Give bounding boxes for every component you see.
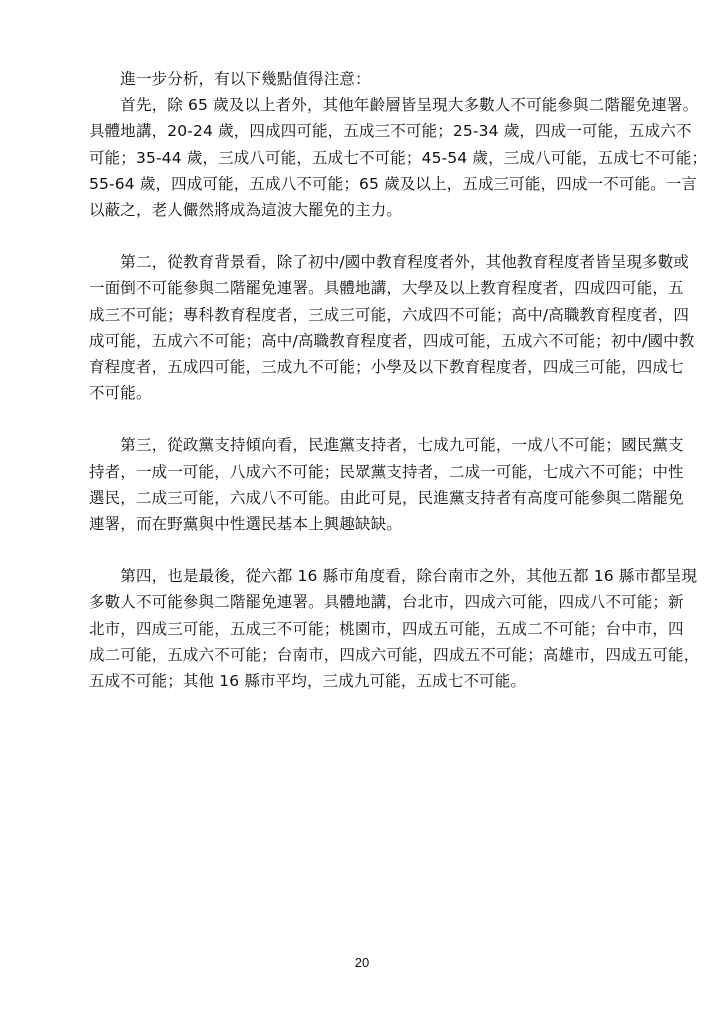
text-line: 五成不可能；其他 16 縣市平均，三成九可能，五成七不可能。	[89, 672, 527, 691]
text-line: 可能；35-44 歲，三成八可能，五成七不可能；45-54 歲，三成八可能，五成七不可能；	[89, 148, 708, 167]
text-line: 進一步分析，有以下幾點值得注意：	[89, 70, 371, 88]
paragraph-spacer	[89, 223, 649, 249]
text-line: 北市，四成三可能，五成三不可能；桃園市，四成五可能，五成二不可能；台中市，四	[89, 619, 684, 638]
text-line: 一面倒不可能參與二階罷免連署。具體地講，大學及以上教育程度者，四成四可能，五	[89, 279, 684, 298]
page-number: 20	[354, 955, 370, 970]
text-line: 首先，除 65 歲及以上者外，其他年齡層皆呈現大多數人不可能參與二階罷免連署。	[89, 96, 699, 115]
text-line: 第二，從教育背景看，除了初中/國中教育程度者外，其他教育程度者皆呈現多數或	[89, 253, 690, 272]
paragraph-spacer	[89, 537, 649, 563]
text-line: 連署，而在野黨與中性選民基本上興趣缺缺。	[89, 515, 403, 534]
text-line: 持者，一成一可能，八成六不可能；民眾黨支持者，二成一可能，七成六不可能；中性	[89, 462, 684, 481]
paragraph-spacer	[89, 406, 649, 432]
text-line: 成二可能，五成六不可能；台南市，四成六可能，四成五不可能；高雄市，四成五可能，	[89, 645, 700, 664]
text-line: 成可能，五成六不可能；高中/高職教育程度者，四成可能，五成六不可能；初中/國中教	[89, 331, 695, 350]
paragraph-age	[89, 92, 708, 223]
paragraph-region	[89, 563, 700, 694]
text-line: 具體地講，20-24 歲，四成四可能，五成三不可能；25-34 歲，四成一可能，五成六不	[89, 122, 692, 141]
text-line: 選民，二成三可能，六成八不可能。由此可見，民進黨支持者有高度可能參與二階罷免	[89, 488, 684, 507]
paragraph-party	[89, 432, 684, 537]
paragraph-intro	[89, 66, 649, 92]
text-line: 第四，也是最後，從六都 16 縣市角度看，除台南市之外，其他五都 16 縣市都呈現	[89, 567, 698, 586]
text-line: 成三不可能；專科教育程度者，三成三可能，六成四不可能；高中/高職教育程度者，四	[89, 305, 690, 324]
paragraph-education	[89, 249, 695, 406]
text-line: 以蔽之，老人儼然將成為這波大罷免的主力。	[89, 201, 403, 220]
text-line: 育程度者，五成四可能，三成九不可能；小學及以下教育程度者，四成三可能，四成七	[89, 358, 684, 377]
text-line: 多數人不可能參與二階罷免連署。具體地講，台北市，四成六可能，四成八不可能；新	[89, 593, 684, 612]
text-line: 55-64 歲，四成可能，五成八不可能；65 歲及以上，五成三可能，四成一不可能。一言	[89, 174, 698, 193]
text-line: 第三，從政黨支持傾向看，民進黨支持者，七成九可能，一成八不可能；國民黨支	[89, 436, 684, 455]
document-body	[89, 66, 708, 694]
text-line: 不可能。	[89, 384, 152, 403]
